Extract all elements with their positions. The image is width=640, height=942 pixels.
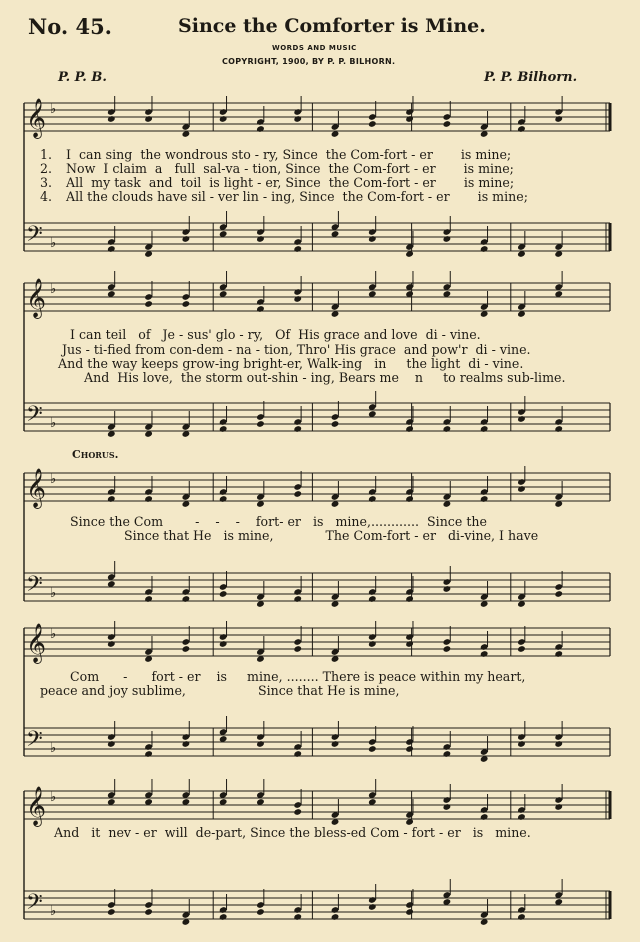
bass-note (107, 245, 116, 253)
treble-note (480, 495, 489, 503)
bass-note (182, 235, 191, 243)
bass-note (256, 420, 265, 428)
flat-sign: ♭ (50, 627, 57, 642)
treble-note (144, 115, 153, 123)
treble-note (293, 490, 302, 498)
treble-note (480, 650, 489, 658)
bass-clef: 𝄢 (26, 890, 43, 920)
treble-note (554, 115, 563, 123)
treble-clef: 𝄞 (26, 278, 47, 318)
treble-note (405, 495, 414, 503)
treble-clef: 𝄞 (26, 98, 47, 138)
flat-sign: ♭ (50, 416, 57, 431)
treble-note (443, 803, 452, 811)
treble-note (517, 645, 526, 653)
chorus-line-2-upper: Com - fort - er is mine, ........ There is peace within my heart, (70, 669, 526, 684)
treble-note (517, 485, 526, 493)
flat-sign: ♭ (50, 472, 57, 487)
flat-sign: ♭ (50, 282, 57, 297)
treble-note (293, 295, 302, 303)
treble-note (443, 120, 452, 128)
words-music-credit: WORDS AND MUSIC (272, 44, 357, 52)
treble-note (144, 495, 153, 503)
bass-note (219, 425, 228, 433)
bass-note (256, 908, 265, 916)
flat-sign: ♭ (50, 790, 57, 805)
bass-note (219, 590, 228, 598)
chorus-line-1-upper: Since the Com - - - fort- er is mine,............ Since the (70, 514, 487, 529)
bass-note (443, 425, 452, 433)
bass-note (405, 425, 414, 433)
flat-sign: ♭ (50, 904, 57, 919)
flat-sign: ♭ (50, 102, 57, 117)
final-line: And it nev - er will de-part, Since the bless-ed Com - fort - er is mine. (54, 825, 531, 840)
treble-note (219, 115, 228, 123)
bass-note (331, 913, 340, 921)
bass-note (368, 745, 377, 753)
copyright-line: COPYRIGHT, 1900, BY P. P. BILHORN. (222, 57, 396, 66)
treble-note (107, 115, 116, 123)
treble-note (219, 495, 228, 503)
verse-4-line-2: And His love, the storm out-shin - ing, Bears me n to realms sub-lime. (84, 370, 566, 385)
hymn-number: No. 45. (28, 14, 112, 39)
bass-note (331, 740, 340, 748)
treble-note (182, 300, 191, 308)
treble-note (107, 495, 116, 503)
verse-4-line-1: 4. All the clouds have sil - ver lin - ing, Since the Com-fort - er is mine; (40, 189, 528, 204)
treble-note (182, 645, 191, 653)
treble-note (256, 305, 265, 313)
bass-note (107, 908, 116, 916)
bass-note (107, 740, 116, 748)
chorus-line-1-lower: Since that He is mine, The Com-fort - er di-vine, I have (124, 528, 539, 543)
bass-note (144, 595, 153, 603)
bass-note (182, 595, 191, 603)
flat-sign: ♭ (50, 236, 57, 251)
treble-note (256, 125, 265, 133)
chorus-label: Chorus. (72, 448, 119, 461)
flat-sign: ♭ (50, 586, 57, 601)
treble-note (368, 640, 377, 648)
bass-clef: 𝄢 (26, 727, 43, 757)
bass-note (517, 415, 526, 423)
verse-2-line-2: Jus - ti-fied from con-dem - na - tion, Thro' His grace and pow'r di - vine. (62, 342, 531, 357)
bass-note (293, 595, 302, 603)
treble-note (107, 640, 116, 648)
treble-note (405, 640, 414, 648)
treble-note (368, 495, 377, 503)
bass-note (443, 235, 452, 243)
bass-note (219, 913, 228, 921)
bass-note (144, 908, 153, 916)
bass-note (144, 750, 153, 758)
bass-note (256, 740, 265, 748)
treble-note (443, 645, 452, 653)
verse-3-line-2: And the way keeps grow-ing bright-er, Walk-ing in the light di - vine. (58, 356, 524, 371)
bass-note (443, 585, 452, 593)
treble-note (554, 650, 563, 658)
bass-note (293, 750, 302, 758)
treble-note (293, 115, 302, 123)
treble-clef: 𝄞 (26, 786, 47, 826)
treble-note (293, 645, 302, 653)
treble-clef: 𝄞 (26, 623, 47, 663)
bass-note (443, 750, 452, 758)
bass-note (517, 740, 526, 748)
bass-note (554, 740, 563, 748)
treble-note (517, 125, 526, 133)
chorus-line-2-lower: peace and joy sublime, Since that He is mine, (40, 683, 400, 698)
bass-note (554, 590, 563, 598)
bass-clef: 𝄢 (26, 402, 43, 432)
bass-note (256, 235, 265, 243)
bass-note (480, 425, 489, 433)
verse-1-line-2: I can teil of Je - sus' glo - ry, Of His grace and love di - vine. (70, 327, 481, 342)
treble-note (219, 640, 228, 648)
bass-note (405, 908, 414, 916)
treble-note (480, 813, 489, 821)
verse-1-line-1: 1. I can sing the wondrous sto - ry, Since the Com-fort - er is mine; (40, 147, 512, 162)
composer-name: P. P. Bilhorn. (484, 70, 578, 85)
flat-sign: ♭ (50, 741, 57, 756)
treble-clef: 𝄞 (26, 468, 47, 508)
treble-note (293, 808, 302, 816)
hymn-title: Since the Comforter is Mine. (178, 15, 486, 37)
bass-note (293, 245, 302, 253)
bass-note (368, 903, 377, 911)
bass-note (293, 913, 302, 921)
treble-note (517, 813, 526, 821)
bass-note (368, 235, 377, 243)
bass-note (405, 745, 414, 753)
bass-note (368, 595, 377, 603)
verse-3-line-1: 3. All my task and toil is light - er, Since the Com-fort - er is mine; (40, 175, 515, 190)
treble-note (554, 803, 563, 811)
verse-2-line-1: 2. Now I claim a full sal-va - tion, Since the Com-fort - er is mine; (40, 161, 514, 176)
bass-note (405, 595, 414, 603)
author-initials: P. P. B. (58, 70, 107, 85)
bass-note (293, 425, 302, 433)
bass-note (554, 425, 563, 433)
treble-note (405, 115, 414, 123)
bass-note (331, 420, 340, 428)
bass-note (517, 913, 526, 921)
treble-note (144, 300, 153, 308)
bass-clef: 𝄢 (26, 572, 43, 602)
treble-note (368, 120, 377, 128)
bass-clef: 𝄢 (26, 222, 43, 252)
bass-note (182, 740, 191, 748)
bass-note (480, 245, 489, 253)
